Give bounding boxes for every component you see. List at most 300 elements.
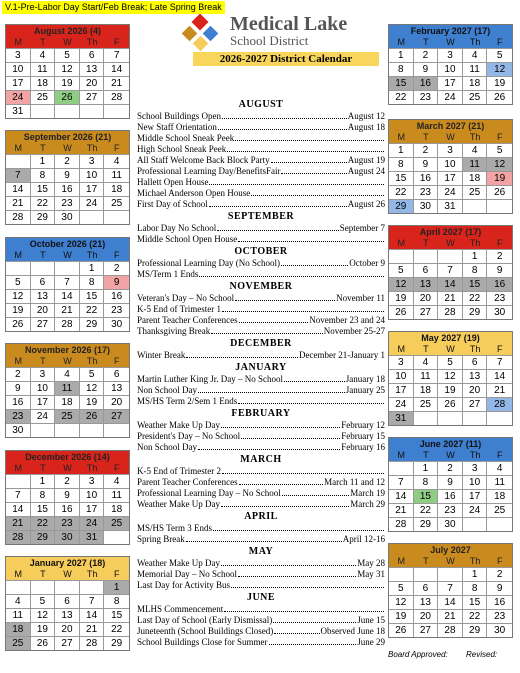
event-name: Labor Day No School [137,223,217,233]
event-name: School Buildings Open [137,111,222,121]
day-cell: 4 [104,474,129,488]
board-approved-label: Board Approved: [388,650,448,659]
event-row [137,442,385,453]
day-cell: 19 [31,622,56,636]
day-cell: 10 [463,475,488,489]
day-cell: 23 [104,303,129,317]
day-cell [389,249,414,263]
month-section-heading: JANUARY [235,362,287,373]
day-cell: 5 [80,367,105,381]
day-cell: 7 [438,263,463,277]
day-cell: 24 [438,185,463,199]
weekday-label: W [63,37,72,47]
day-cell: 3 [438,143,463,157]
day-cell: 23 [487,291,512,305]
day-cell: 14 [438,595,463,609]
weekday-label: M [14,143,23,153]
leader-dots [239,315,309,323]
event-row [137,534,385,545]
day-cell: 14 [6,502,31,516]
event-date: February 12 [341,420,385,430]
day-cell: 15 [31,182,56,196]
leader-dots [238,234,384,242]
day-cell: 1 [463,249,488,263]
weekday-label: Th [86,569,98,579]
day-cell: 5 [487,143,512,157]
event-row [137,499,385,510]
version-banner: V.1-Pre-Labor Day Start/Feb Break; Late Spring Break [2,1,225,14]
event-name: Winter Break [137,350,186,360]
day-cell: 12 [487,157,512,171]
day-cell [6,261,31,275]
day-cell: 11 [487,475,512,489]
leader-dots [198,442,340,450]
day-cell: 13 [80,62,105,76]
day-cell: 16 [438,489,463,503]
month-calendar [388,119,513,214]
event-row [137,604,385,615]
day-cell: 25 [414,397,439,411]
weekday-label: F [113,250,120,260]
day-cell: 10 [438,62,463,76]
day-cell: 9 [414,62,439,76]
day-cell: 21 [55,303,80,317]
weekday-label: F [496,132,503,142]
weekday-label: F [496,238,503,248]
day-cell: 26 [487,185,512,199]
day-cell: 5 [487,48,512,62]
month-title: August 2026 (4) [6,25,129,37]
day-cell: 31 [438,199,463,213]
day-cell: 13 [414,595,439,609]
day-cell [80,580,105,594]
district-name: Medical Lake [230,13,348,35]
day-cell: 19 [438,383,463,397]
event-date: October 9 [349,258,385,268]
day-cell: 28 [438,623,463,637]
day-cell: 25 [6,636,31,650]
day-cell: 15 [31,502,56,516]
day-cell: 27 [104,409,129,423]
day-cell: 27 [414,305,439,319]
day-cell: 28 [438,305,463,319]
calendar-title: 2026-2027 District Calendar [193,52,379,66]
day-cell: 9 [487,581,512,595]
day-cell: 28 [104,90,129,104]
day-cell: 12 [438,369,463,383]
day-cell: 8 [31,488,56,502]
event-name: MS/HS Term 3 Ends [137,523,212,533]
day-cell: 12 [80,381,105,395]
district-logo-icon [180,14,224,54]
day-cell: 5 [438,355,463,369]
day-cell: 5 [55,48,80,62]
event-name: Parent Teacher Conferences [137,315,238,325]
day-cell: 23 [414,90,439,104]
day-cell: 27 [463,397,488,411]
day-cell: 26 [55,90,80,104]
weekday-header [6,143,129,154]
day-cell: 13 [31,289,56,303]
day-cell: 24 [80,196,105,210]
day-cell: 29 [31,530,56,544]
day-cell: 17 [389,383,414,397]
month-calendar [388,437,513,532]
weekday-label: Th [86,37,98,47]
weekday-label: Th [469,556,481,566]
event-row [137,431,385,442]
day-cell: 2 [55,474,80,488]
day-cell [31,104,56,118]
event-name: Last Day of School (Early Dismissal) [137,615,273,625]
day-cell: 30 [487,623,512,637]
event-date: June 15 [357,615,385,625]
day-cell: 25 [104,196,129,210]
month-title: March 2027 (21) [389,120,512,132]
day-cell: 6 [80,48,105,62]
day-cell: 2 [487,567,512,581]
weekday-label: T [423,450,429,460]
day-cell: 22 [80,303,105,317]
weekday-label: T [40,143,46,153]
event-date: March 11 and 12 [324,477,385,487]
day-cell: 11 [463,62,488,76]
weekday-label: F [496,344,503,354]
day-cell: 18 [487,489,512,503]
day-cell: 1 [104,580,129,594]
day-cell: 5 [389,581,414,595]
day-cell: 4 [463,143,488,157]
day-cell: 26 [487,90,512,104]
leader-dots [222,111,347,119]
weekday-label: F [113,569,120,579]
day-cell: 22 [104,622,129,636]
day-cell: 12 [389,277,414,291]
month-title: October 2026 (21) [6,238,129,250]
day-cell: 8 [389,157,414,171]
day-cell: 31 [389,411,414,425]
event-name: New Staff Orientation [137,122,217,132]
weekday-header [389,344,512,355]
event-row [137,258,385,269]
month-section-heading: SEPTEMBER [227,211,295,222]
event-name: All Staff Welcome Back Block Party [137,155,270,165]
day-cell: 3 [463,461,488,475]
day-cell [389,461,414,475]
month-title: September 2026 (21) [6,131,129,143]
day-cell: 22 [389,90,414,104]
day-cell [104,423,129,437]
day-cell: 7 [80,594,105,608]
event-row [137,111,385,122]
day-cell: 9 [438,475,463,489]
day-cell [414,411,439,425]
day-cell [6,580,31,594]
leader-dots [213,523,384,531]
event-name: Hallett Open House [137,177,209,187]
day-cell: 16 [55,502,80,516]
day-cell: 4 [55,367,80,381]
event-date: August 26 [347,199,385,209]
leader-dots [199,269,384,277]
day-cell: 27 [414,623,439,637]
event-name: Non School Day [137,442,197,452]
day-cell: 6 [55,594,80,608]
day-cell: 3 [80,474,105,488]
leader-dots [235,133,384,141]
event-name: President's Day – No School [137,431,241,441]
district-subname: School District [230,33,309,48]
day-cell: 7 [104,48,129,62]
day-cell: 27 [55,636,80,650]
day-cell: 15 [80,289,105,303]
event-name: Parent Teacher Conferences [137,477,238,487]
day-cell: 18 [31,76,56,90]
weekday-label: F [496,450,503,460]
event-row [137,477,385,488]
day-cell: 1 [31,154,56,168]
day-cell [6,154,31,168]
day-cell: 25 [463,90,488,104]
weekday-label: W [63,463,72,473]
day-cell: 7 [438,581,463,595]
day-cell [463,411,488,425]
day-cell: 2 [414,48,439,62]
day-cell: 9 [414,157,439,171]
day-cell: 27 [31,317,56,331]
event-name: Middle School Open House [137,234,238,244]
day-cell: 6 [104,367,129,381]
event-name: Professional Learning Day – No School [137,488,281,498]
event-row [137,569,385,580]
leader-dots [251,188,384,196]
weekday-label: Th [469,238,481,248]
day-cell [104,210,129,224]
day-cell: 8 [31,168,56,182]
day-cell: 3 [389,355,414,369]
day-cell: 7 [6,168,31,182]
day-cell: 16 [414,76,439,90]
leader-dots [198,385,345,393]
weekday-label: M [397,344,406,354]
event-row [137,223,385,234]
leader-dots [281,166,346,174]
day-cell: 16 [55,182,80,196]
day-cell: 18 [6,622,31,636]
day-cell: 10 [31,381,56,395]
month-calendar [388,543,513,638]
weekday-header [6,250,129,261]
event-date: May 28 [357,558,385,568]
day-cell: 11 [31,62,56,76]
weekday-label: W [446,132,455,142]
leader-dots [209,177,384,185]
weekday-label: Th [469,450,481,460]
day-cell: 21 [6,196,31,210]
weekday-label: Th [86,143,98,153]
leader-dots [231,580,384,588]
month-title: May 2027 (19) [389,332,512,344]
weekday-label: T [423,556,429,566]
leader-dots [284,374,345,382]
day-cell: 18 [55,395,80,409]
day-cell: 28 [487,397,512,411]
day-cell: 10 [438,157,463,171]
weekday-label: Th [86,356,98,366]
event-date: February 16 [341,442,385,452]
event-row [137,580,385,591]
day-cell [104,104,129,118]
day-cell: 15 [104,608,129,622]
event-name: Spring Break [137,534,185,544]
month-title: February 2027 (17) [389,25,512,37]
event-row [137,523,385,534]
day-cell: 16 [104,289,129,303]
day-cell: 22 [31,516,56,530]
day-cell: 11 [463,157,488,171]
weekday-label: F [113,143,120,153]
day-cell: 8 [389,62,414,76]
leader-dots [186,534,342,542]
day-cell: 2 [6,367,31,381]
event-name: Non School Day [137,385,197,395]
leader-dots [235,293,335,301]
event-name: High School Sneak Peek [137,144,227,154]
month-calendar [5,343,130,438]
leader-dots [209,199,347,207]
day-cell [6,474,31,488]
day-cell [55,104,80,118]
month-title: December 2026 (14) [6,451,129,463]
day-cell: 1 [80,261,105,275]
event-row [137,293,385,304]
weekday-label: W [63,356,72,366]
day-cell: 19 [55,76,80,90]
day-cell: 19 [389,291,414,305]
day-cell: 30 [6,423,31,437]
day-cell: 18 [104,502,129,516]
leader-dots [271,155,347,163]
weekday-label: M [397,450,406,460]
day-cell: 10 [389,369,414,383]
day-cell [463,517,488,531]
event-date: August 18 [347,122,385,132]
day-cell: 12 [31,608,56,622]
day-cell: 18 [463,76,488,90]
month-calendar [5,24,130,119]
event-name: K-5 End of Trimester 1 [137,304,221,314]
weekday-label: W [446,37,455,47]
leader-dots [221,558,356,566]
weekday-label: M [14,569,23,579]
day-cell: 4 [104,154,129,168]
day-cell: 23 [55,196,80,210]
day-cell [414,567,439,581]
event-row [137,304,385,315]
day-cell: 31 [6,104,31,118]
day-cell: 8 [463,581,488,595]
day-cell: 6 [414,263,439,277]
day-cell: 7 [55,275,80,289]
day-cell: 9 [487,263,512,277]
event-date: August 24 [347,166,385,176]
day-cell: 21 [438,609,463,623]
event-name: Michael Anderson Open House [137,188,251,198]
day-cell: 28 [80,636,105,650]
day-cell [31,261,56,275]
event-date: November 25-27 [323,326,385,336]
weekday-label: W [63,143,72,153]
leader-dots [221,420,340,428]
weekday-header [6,569,129,580]
day-cell: 14 [104,62,129,76]
day-cell: 12 [6,289,31,303]
day-cell: 30 [438,517,463,531]
day-cell [487,199,512,213]
day-cell: 29 [31,210,56,224]
leader-dots [281,258,348,266]
month-calendar [5,450,130,545]
day-cell: 7 [6,488,31,502]
day-cell: 23 [438,503,463,517]
day-cell: 8 [80,275,105,289]
day-cell: 25 [487,503,512,517]
day-cell: 12 [487,62,512,76]
day-cell: 7 [487,355,512,369]
weekday-label: F [113,463,120,473]
weekday-label: M [397,238,406,248]
day-cell: 20 [414,291,439,305]
event-date: March 19 [350,488,385,498]
weekday-label: T [423,344,429,354]
day-cell: 23 [6,409,31,423]
weekday-header [389,556,512,567]
day-cell: 26 [438,397,463,411]
event-name: Professional Learning Day (No School) [137,258,280,268]
day-cell: 26 [31,636,56,650]
day-cell: 5 [6,275,31,289]
event-row [137,326,385,337]
day-cell: 3 [438,48,463,62]
day-cell: 22 [31,196,56,210]
day-cell: 6 [463,355,488,369]
day-cell: 4 [487,461,512,475]
day-cell: 2 [487,249,512,263]
weekday-label: T [423,132,429,142]
day-cell: 28 [55,317,80,331]
event-date: Observed June 18 [320,626,385,636]
day-cell [80,210,105,224]
day-cell: 30 [104,317,129,331]
day-cell: 23 [414,185,439,199]
weekday-header [389,37,512,48]
leader-dots [222,466,384,474]
day-cell [438,411,463,425]
event-date: November 11 [336,293,385,303]
event-name: Martin Luther King Jr. Day – No School [137,374,283,384]
day-cell: 29 [414,517,439,531]
day-cell: 13 [414,277,439,291]
day-cell: 10 [6,62,31,76]
leader-dots [222,304,384,312]
day-cell: 14 [80,608,105,622]
day-cell: 20 [463,383,488,397]
leader-dots [282,488,350,496]
weekday-label: F [113,356,120,366]
event-row [137,188,385,199]
day-cell: 20 [80,76,105,90]
day-cell: 20 [414,609,439,623]
